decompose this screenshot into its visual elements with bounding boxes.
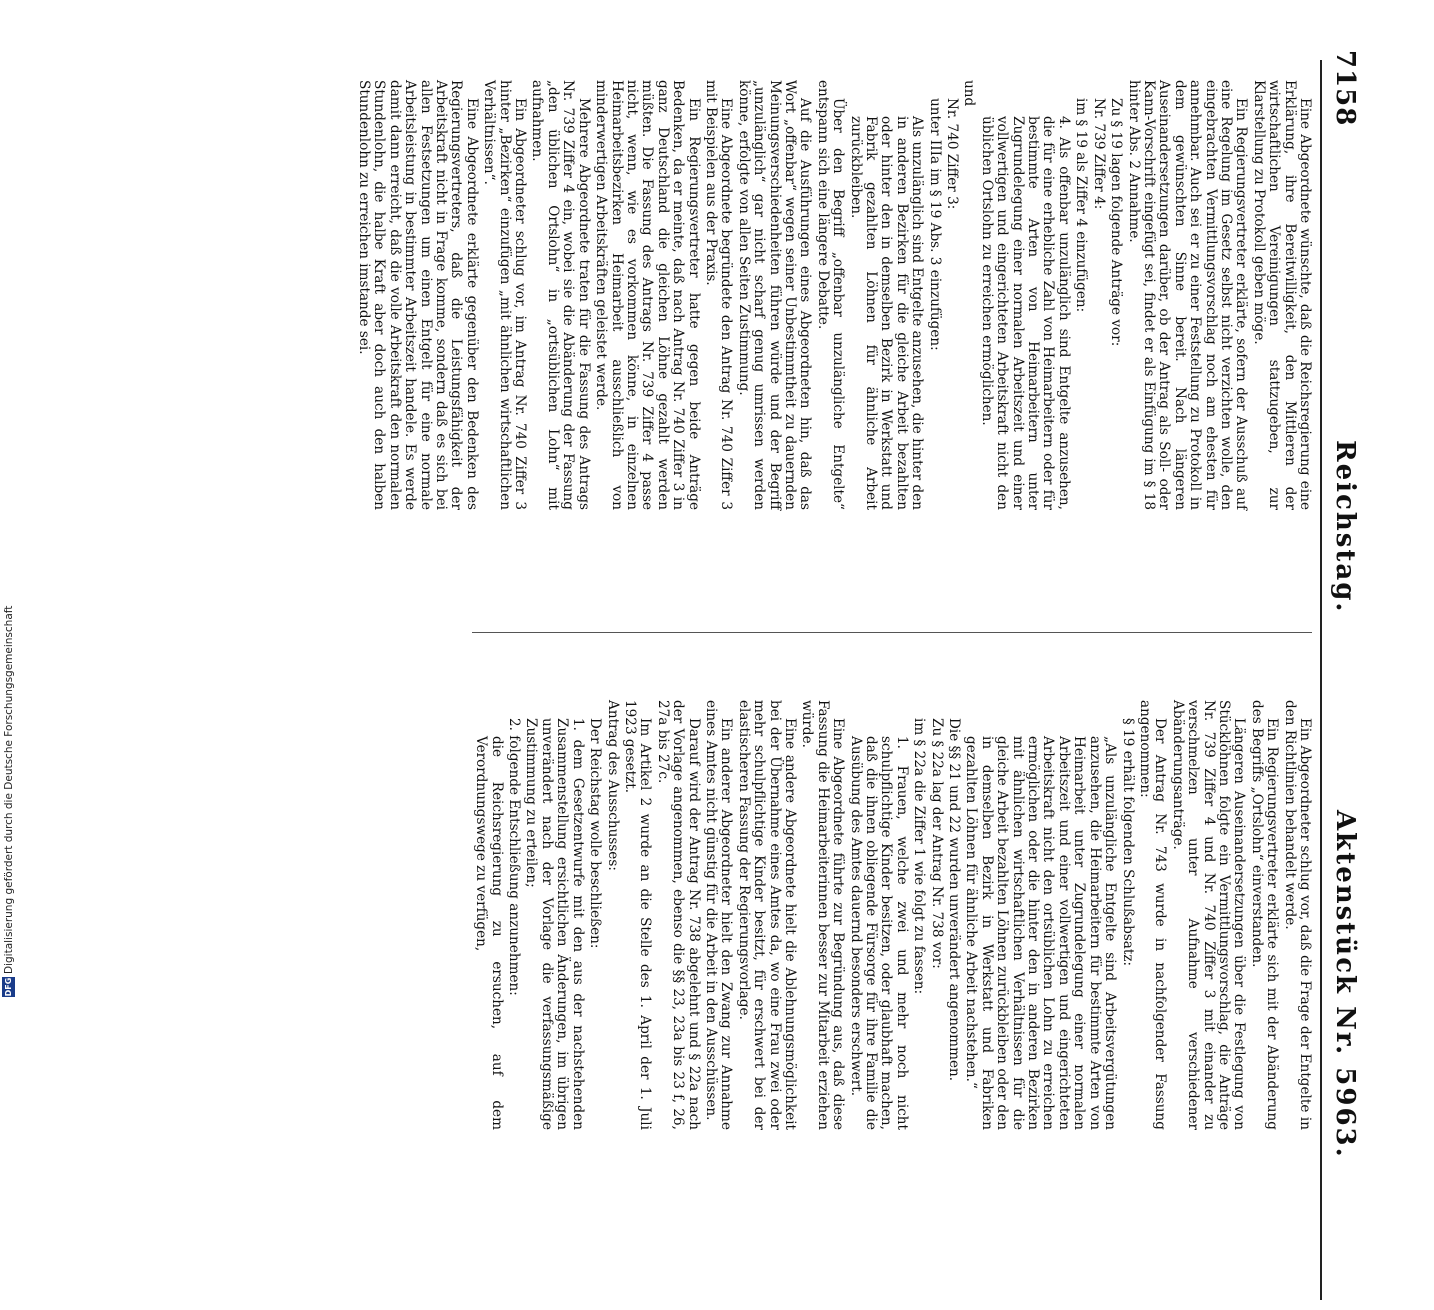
document-title: Aktenstück Nr. 5963. xyxy=(1330,810,1360,1159)
paragraph: Nr. 740 Ziffer 3: xyxy=(944,98,961,210)
footer-credit: Digitalisierung gefördert durch die Deutsche Forschungsgemeinschaft xyxy=(3,605,15,974)
paragraph: 1. dem Gesetzentwurfe mit den aus der nachstehenden Zusammenstellung ersichtlichen Änderungen, im übrigen unverändert nach der Vorlage die verfassungsmäßige Zustimmung zu erteilen; xyxy=(523,718,586,1130)
paragraph: Über den Begriff „offenbar unzulängliche Entgelte“ entspann sich eine längere Debatte. xyxy=(814,80,847,510)
paragraph: Mehrere Abgeordnete traten für die Fassung des Antrags Nr. 739 Ziffer 4 ein, wobei sie die Abänderung der Fassung „den üblichen Ortslohn“ in „ortsüblichen Lohn“ mit aufnahmen. xyxy=(529,80,592,510)
paragraph: unter IIIa im § 19 Abs. 3 einzufügen: xyxy=(926,98,943,351)
paragraph: Ein Regierungsvertreter erklärte, sofern der Ausschuß auf eine Regelung im Gesetz selbst nicht verzichten wolle, den eingebrachten Vermittlungsvorschlag noch am ehesten für annehmbar. Auch sei er zu einer Feststellung zu Protokoll in dem gewünschten Sinne bereit. Nach längeren Auseinandersetzungen darüber, ob der Antrag als Soll- oder Kann-Vorschrift eingefügt sei, findet er als Einfügung im § 18 hinter Abs. 2 Annahme. xyxy=(1125,80,1250,510)
paragraph: Eine Abgeordnete wünschte, daß die Reichsregierung eine Erklärung, ihre Bereitwilligkeit, den Mittleren der wirtschaftlichen Vereinigungen stattzugeben, zur Klarstellung zu Protokoll geben möge. xyxy=(1250,80,1313,510)
paragraph: 4. Als offenbar unzulänglich sind Entgelte anzusehen, die für eine erhebliche Zahl von Heimarbeitern oder für bestimmte Arten von Heimarbeitern unter Zugrundelegung einer normalen Arbeitszeit und einer vollwertigen und eingerichteten Arbeitskraft nicht den üblichen Ortslohn zu erreichen ermöglichen. xyxy=(978,116,1072,510)
paragraph: Der Antrag Nr. 743 wurde in nachfolgender Fassung angenommen: xyxy=(1136,700,1169,1130)
paragraph: Eine andere Abgeordnete hielt die Ablehnungsmöglichkeit bei der Übernahme eines Amtes da, wo eine Frau zwei oder mehr schulpflichtige Kinder besitzt, für erschwert bei der elastischeren Fassung der Regierungsvorlage. xyxy=(735,700,798,1130)
header-rule xyxy=(1320,60,1322,1300)
paragraph: 2. folgende Entschließung anzunehmen: xyxy=(506,718,523,996)
footer xyxy=(0,0,18,1000)
paragraph: die Reichsregierung zu ersuchen, auf dem Verordnungswege zu verfügen, xyxy=(473,736,505,1130)
paragraph: Zu § 19 lagen folgende Anträge vor: xyxy=(1108,98,1125,347)
paragraph: Eine Abgeordnete erklärte gegenüber den Bedenken des Regierungsvertreters, daß die Leistungsfähigkeit der Arbeitskraft nicht in Frage komme, sondern daß es sich bei allen Festsetzungen um einen Entgelt für eine normale Arbeitsleistung in bestimmter Arbeitszeit handele. Es werde damit dann erreicht, daß die volle Arbeitskraft den normalen Stundenlohn, die halbe Kraft aber doch auch den halben Stundenlohn zu erreichen imstande sei. xyxy=(356,80,480,510)
paragraph: Ein Regierungsvertreter erklärte sich mit der Abänderung des Begriffs „Ortslohn“ einverstanden. xyxy=(1248,700,1281,1130)
paragraph: Ein anderer Abgeordneter hielt den Zwang zur Annahme eines Amtes nicht günstig für die Arbeit in den Ausschüssen. xyxy=(702,700,735,1130)
paragraph: Auf die Ausführungen eines Abgeordneten hin, daß das Wort „offenbar“ wegen seiner Unbestimmtheit zu dauernden Meinungsverschiedenheiten führen würde und der Begriff „unzulänglich“ gar nicht scharf genug umrissen werden könne, erfolgte von allen Seiten Zustimmung. xyxy=(735,80,814,510)
paragraph: und xyxy=(961,80,978,107)
publication-title: Reichstag. xyxy=(1330,440,1360,614)
paragraph: Im Artikel 2 wurde an die Stelle des 1. April der 1. Juli 1923 gesetzt. xyxy=(621,700,654,1130)
paragraph: 1. Frauen, welche zwei und mehr noch nicht schulpflichtige Kinder besitzen, oder glaubhaft machen, daß die ihnen obliegende Fürsorge für ihre Familie die Ausübung des Amtes dauernd besonders erschwert. xyxy=(847,736,910,1130)
dfg-logo: DFG xyxy=(4,977,13,997)
paragraph: im § 22a die Ziffer 1 wie folgt zu fassen: xyxy=(911,718,928,995)
paragraph: Der Reichstag wolle beschließen: xyxy=(587,718,604,949)
paragraph: „Als unzulängliche Entgelte sind Arbeitsvergütungen anzusehen, die Heimarbeitern für bestimmte Arten von Heimarbeit unter Zugrundelegung einer normalen Arbeitszeit und einer vollwertigen und eingerichteten Arbeitskraft nicht den ortsüblichen Lohn zu erreichen ermöglichen oder die hinter den in anderen Bezirken mit ähnlichen wirtschaftlichen Verhältnissen für die gleiche Arbeit bezahlten Löhnen zurückbleiben oder den in demselben Bezirk in Werkstatt und Fabriken gezahlten Löhnen für ähnliche Arbeit nachstehen.“ xyxy=(963,736,1119,1130)
page-header xyxy=(1320,30,1360,1310)
paragraph: Nr. 739 Ziffer 4: xyxy=(1090,98,1107,210)
paragraph: im § 19 als Ziffer 4 einzufügen: xyxy=(1073,98,1090,313)
paragraph: Ein Abgeordneter schlug vor, im Antrag Nr. 740 Ziffer 3 hinter „Bezirken“ einzufügen „mit ähnlichen wirtschaftlichen Verhältnissen“. xyxy=(481,80,529,510)
right-column xyxy=(432,700,1312,1130)
paragraph: Antrag des Ausschusses: xyxy=(604,700,621,871)
paragraph: Längeren Auseinandersetzungen über die Festlegung von Stücklöhnen folgte ein Vermittlungsvorschlag, die Anträge Nr. 739 Ziffer 4 und Nr. 740 Ziffer 3 mit einander zu verschmelzen unter Aufnahme verschiedener Abänderungsanträge. xyxy=(1169,700,1248,1130)
paragraph: Eine Abgeordnete begründete den Antrag Nr. 740 Ziffer 3 mit Beispielen aus der Praxis. xyxy=(702,80,735,510)
left-column xyxy=(356,80,1313,510)
paragraph: Als unzulänglich sind Entgelte anzusehen, die hinter den in anderen Bezirken für die gleiche Arbeit bezahlten oder hinter den in demselben Bezirk in Werkstatt und Fabrik gezahlten Löhnen für ähnliche Arbeit zurückbleiben. xyxy=(847,116,926,510)
paragraph: Darauf wird der Antrag Nr. 738 abgelehnt und § 22a nach der Vorlage angenommen, ebenso die §§ 23, 23a bis 23 f, 26, 27a bis 27c. xyxy=(654,700,702,1130)
paragraph: Ein Regierungsvertreter hatte gegen beide Anträge Bedenken, da er meinte, daß nach Antrag Nr. 740 Ziffer 3 in ganz Deutschland die gleichen Löhne gezahlt werden müßten. Die Fassung des Antrags Nr. 739 Ziffer 4 passe nicht, wenn, wie es vorkommen könne, in einzelnen Heimarbeitsbezirken Heimarbeit ausschließlich von minderwertigen Arbeitskräften geleistet werde. xyxy=(593,80,702,510)
paragraph: Die §§ 21 und 22 wurden unverändert angenommen. xyxy=(946,718,963,1082)
column-divider xyxy=(472,632,1312,633)
paragraph: Eine Abgeordnete führte zur Begründung aus, daß diese Fassung die Heimarbeiterinnen besser zur Mitarbeit erziehen würde. xyxy=(799,700,847,1130)
paragraph: Zu § 22a lag der Antrag Nr. 738 vor: xyxy=(928,718,945,969)
page-number: 7158 xyxy=(1330,50,1360,127)
paragraph: Ein Abgeordneter schlug vor, daß die Frage der Entgelte in den Richtlinien behandelt werde. xyxy=(1281,700,1313,1130)
paragraph: § 19 erhält folgenden Schlußabsatz: xyxy=(1119,718,1136,967)
